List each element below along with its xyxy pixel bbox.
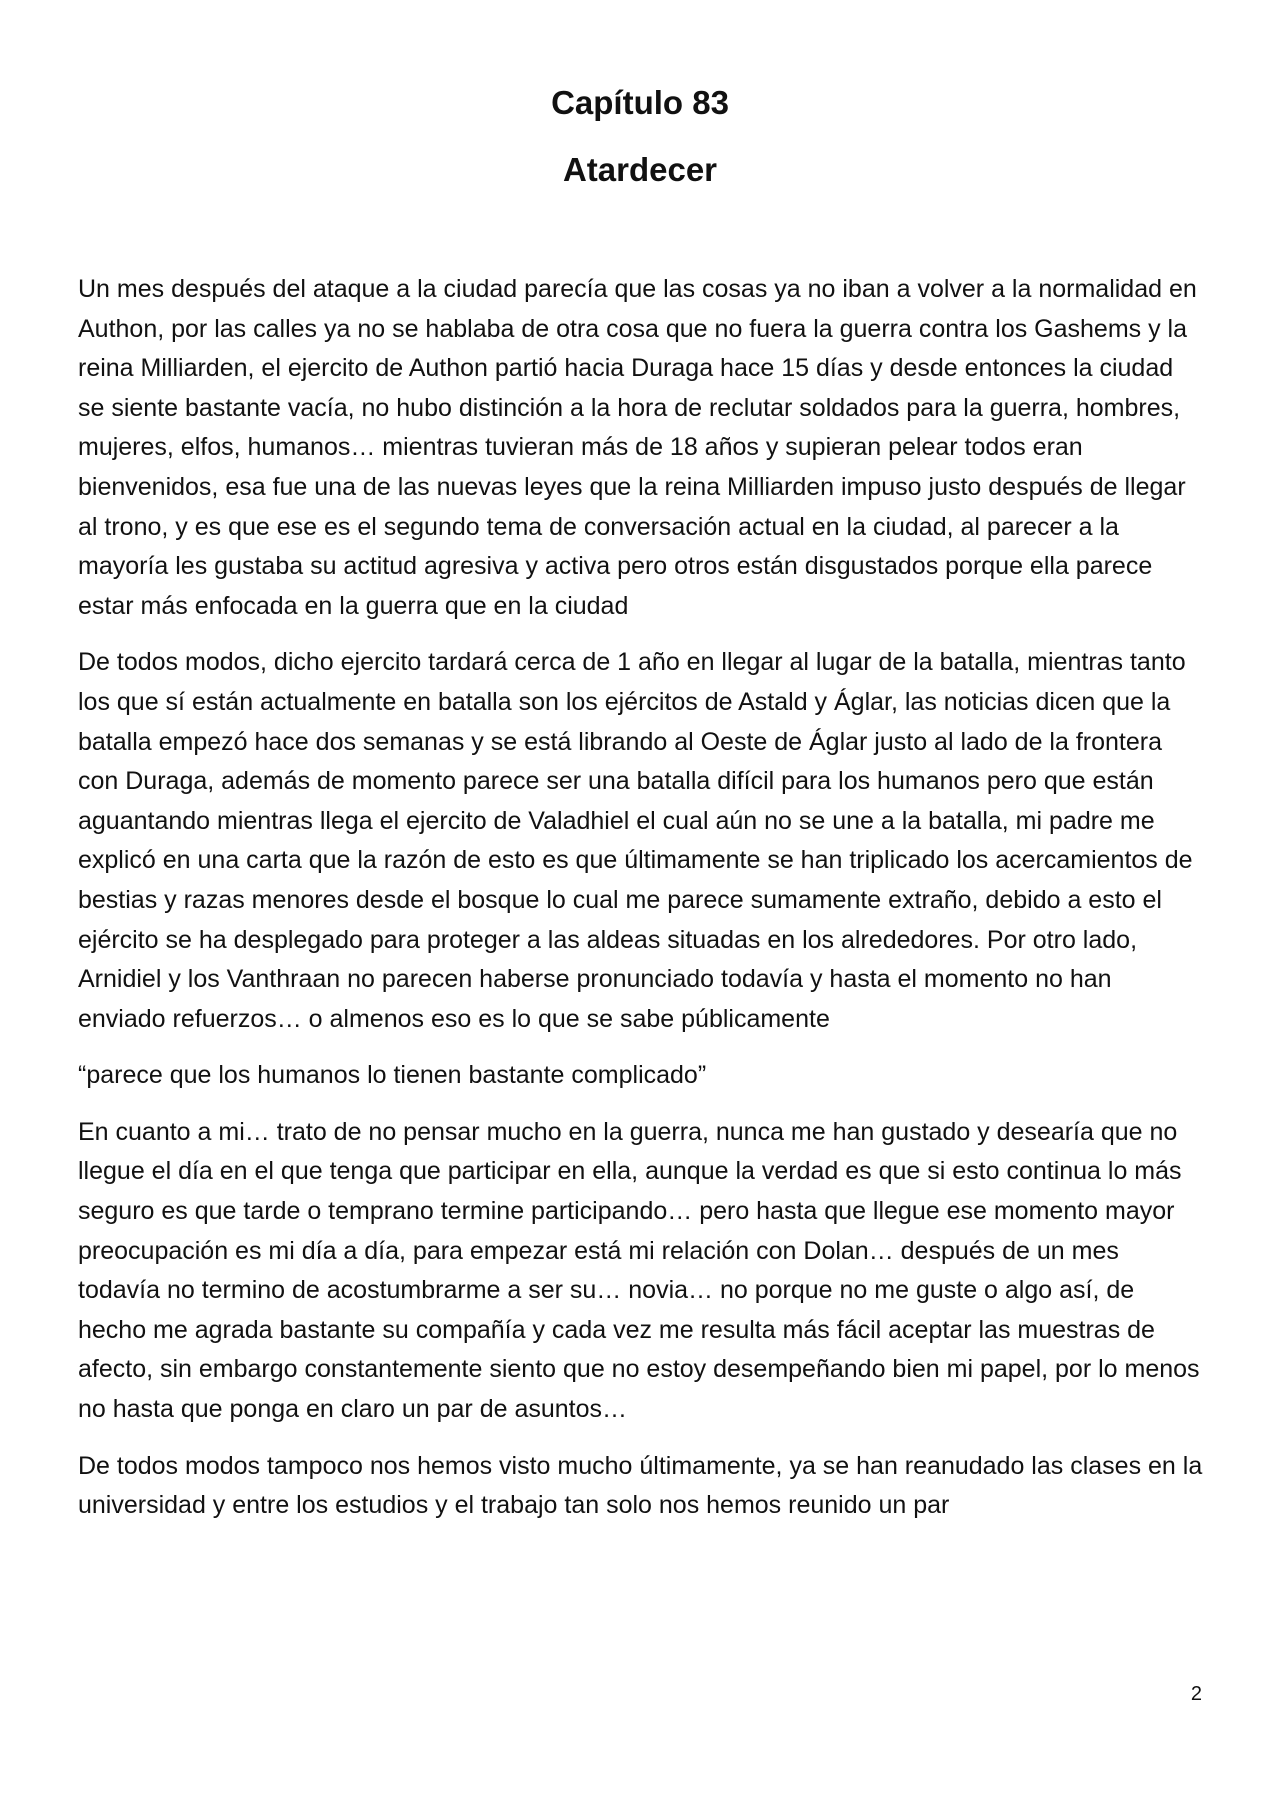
page-number: 2 <box>1190 1683 1202 1705</box>
paragraph: De todos modos tampoco nos hemos visto mucho últimamente, ya se han reanudado las clases en la universidad y entre los estudios y el trabajo tan solo nos hemos reunido un par <box>78 1451 1203 1520</box>
paragraph: De todos modos, dicho ejercito tardará cerca de 1 año en llegar al lugar de la batalla, mientras tanto los que sí están actualmente en batalla son los ejércitos de Astald y Áglar, las noticias dicen que la batalla empezó hace dos semanas y se está librando al Oeste de Áglar justo al lado de la frontera con Duraga, además de momento parece ser una batalla difícil para los humanos pero que están aguantando mientras llega el ejercito de Valadhiel el cual aún no se une a la batalla, mi padre me explicó en una carta que la razón de esto es que últimamente se han triplicado los acercamientos de bestias y razas menores desde el bosque lo cual me parece sumamente extraño, debido a esto el ejército se ha desplegado para proteger a las aldeas situadas en los alrededores. Por otro lado, Arnidiel y los Vanthraan no parecen haberse pronunciado todavía y hasta el momento no han enviado refuerzos… o almenos eso es lo que se sabe públicamente <box>78 648 1193 1033</box>
paragraph: En cuanto a mi… trato de no pensar mucho en la guerra, nunca me han gustado y desearía que no llegue el día en el que tenga que participar en ella, aunque la verdad es que si esto continua lo más seguro es que tarde o temprano termine participando… pero hasta que llegue ese momento mayor preocupación es mi día a día, para empezar está mi relación con Dolan… después de un mes todavía no termino de acostumbrarme a ser su… novia… no porque no me guste o algo así, de hecho me agrada bastante su compañía y cada vez me resulta más fácil aceptar las muestras de afecto, sin embargo constantemente siento que no estoy desempeñando bien mi papel, por lo menos no hasta que ponga en claro un par de asuntos… <box>78 1117 1200 1424</box>
chapter-body <box>78 270 1206 1543</box>
paragraph: Un mes después del ataque a la ciudad parecía que las cosas ya no iban a volver a la normalidad en Authon, por las calles ya no se hablaba de otra cosa que no fuera la guerra contra los Gashems y la reina Milliarden, el ejercito de Authon partió hacia Duraga hace 15 días y desde entonces la ciudad se siente bastante vacía, no hubo distinción a la hora de reclutar soldados para la guerra, hombres, mujeres, elfos, humanos… mientras tuvieran más de 18 años y supieran pelear todos eran bienvenidos, esa fue una de las nuevas leyes que la reina Milliarden impuso justo después de llegar al trono, y es que ese es el segundo tema de conversación actual en la ciudad, al parecer a la mayoría les gustaba su actitud agresiva y activa pero otros están disgustados porque ella parece estar más enfocada en la guerra que en la ciudad <box>78 275 1197 620</box>
paragraph: “parece que los humanos lo tienen bastante complicado” <box>78 1061 707 1090</box>
chapter-title: Atardecer <box>562 151 718 188</box>
chapter-heading: Capítulo 83 <box>551 84 729 121</box>
